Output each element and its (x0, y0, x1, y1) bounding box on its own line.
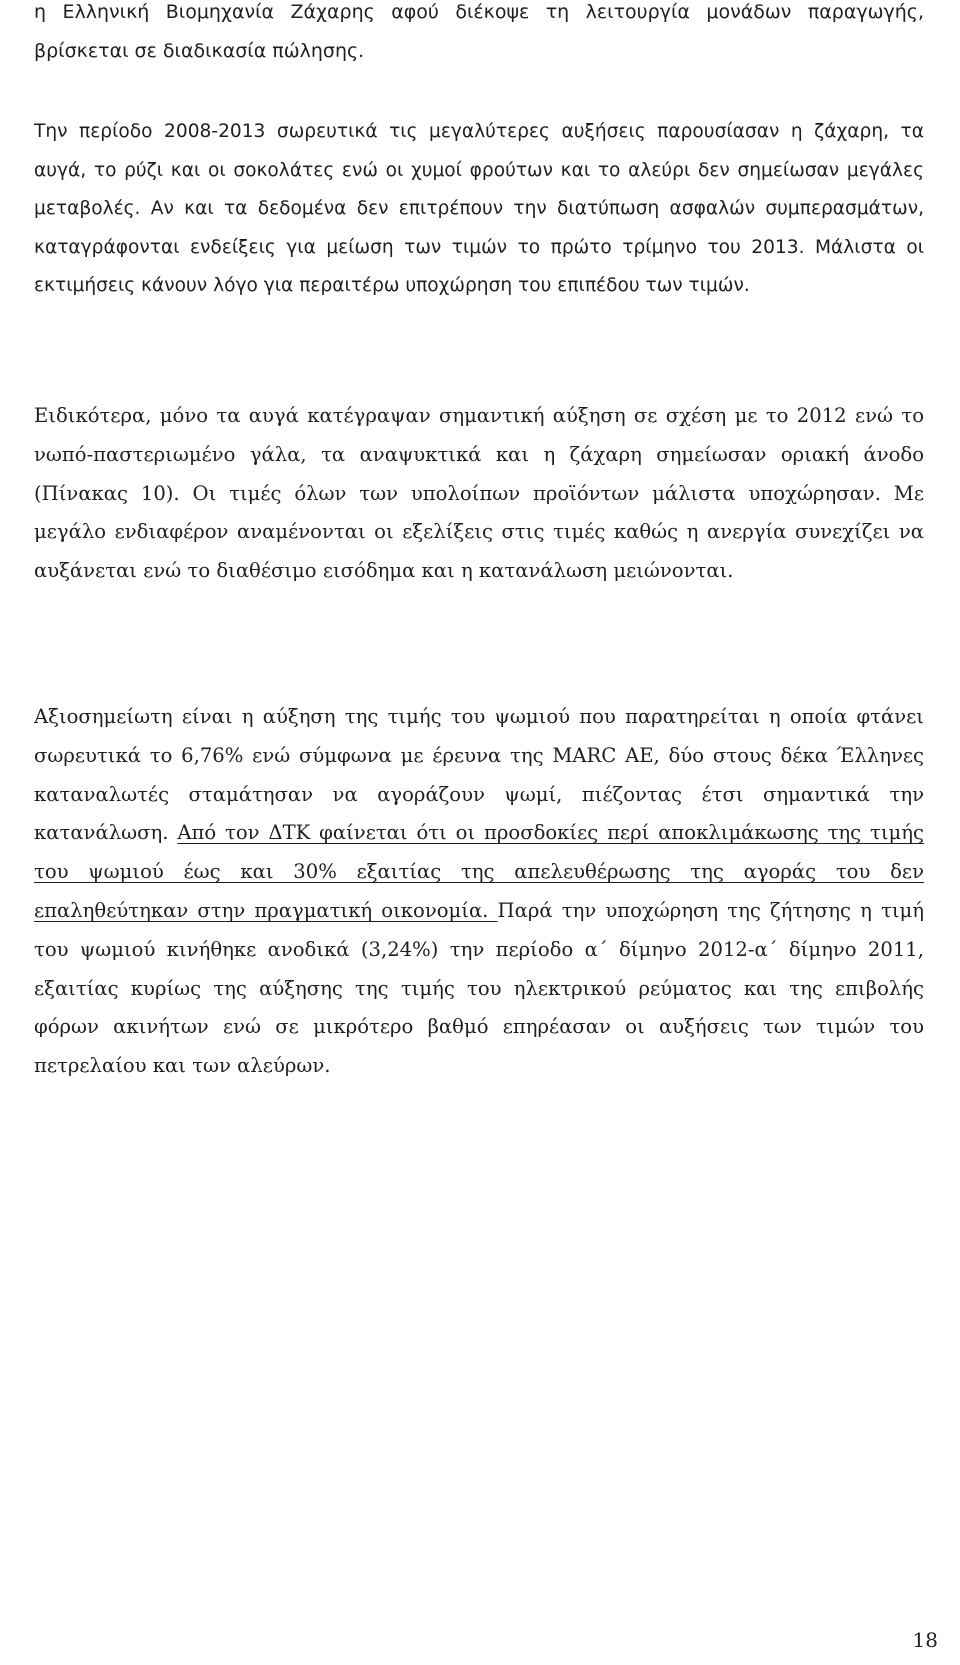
paragraph-price-changes-2008-2013: Την περίοδο 2008-2013 σωρευτικά τις μεγαλύτερες αυξήσεις παρουσίασαν η ζάχαρη, τα αυγά, το ρύζι και οι σοκολάτες ενώ οι χυμοί φρούτων και το αλεύρι δεν σημείωσαν μεγάλες μεταβολές. Αν και τα δεδομένα δεν επιτρέπουν την διατύπωση ασφαλών συμπερασμάτων, καταγράφονται ενδείξεις για μείωση των τιμών το πρώτο τρίμηνο του 2013. Μάλιστα οι εκτιμήσεις κάνουν λόγο για περαιτέρω υποχώρηση του επιπέδου των τιμών. (34, 121, 924, 297)
paragraph-bread-price (34, 698, 924, 1086)
underlined-dtk-statement: Από τον ΔΤΚ φαίνεται ότι οι προσδοκίες περί αποκλιμάκωσης της τιμής του ψωμιού έως και 30% εξαιτίας της απελευθέρωσης της αγοράς του δεν επαληθεύτηκαν στην πραγματική οικονομία. (34, 821, 924, 922)
page-number: 18 (912, 1628, 938, 1652)
paragraph-2012-comparison: Ειδικότερα, μόνο τα αυγά κατέγραψαν σημαντική αύξηση σε σχέση με το 2012 ενώ το νωπό-παστεριωμένο γάλα, τα αναψυκτικά και η ζάχαρη σημείωσαν οριακή άνοδο (Πίνακας 10). Οι τιμές όλων των υπολοίπων προϊόντων μάλιστα υποχώρησαν. Με μεγάλο ενδιαφέρον αναμένονται οι εξελίξεις στις τιμές καθώς η ανεργία συνεχίζει να αυξάνεται ενώ το διαθέσιμο εισόδημα και η κατανάλωση μειώνονται. (34, 404, 924, 583)
bread-text-after: Παρά την υποχώρηση της ζήτησης η τιμή του ψωμιού κινήθηκε ανοδικά (3,24%) την περίοδο α΄ δίμηνο 2012-α΄ δίμηνο 2011, εξαιτίας κυρίως της αύξησης της τιμής του ηλεκτρικού ρεύματος και της επιβολής φόρων ακινήτων ενώ σε μικρότερο βαθμό επηρέασαν οι αυξήσεις των τιμών του πετρελαίου και των αλεύρων. (34, 898, 924, 1078)
bread-text-before: Αξιοσημείωτη είναι η αύξηση της τιμής του ψωμιού που παρατηρείται η οποία φτάνει σωρευτικά το 6,76% ενώ σύμφωνα με έρευνα της MARC AE, δύο στους δέκα Έλληνες καταναλωτές σταμάτησαν να αγοράζουν ψωμί, πιέζοντας έτσι σημαντικά την κατανάλωση. (34, 705, 924, 845)
paragraph-sugar-industry-sale: η Ελληνική Βιομηχανία Ζάχαρης αφού διέκοψε τη λειτουργία μονάδων παραγωγής, βρίσκεται σε διαδικασία πώλησης. (34, 1, 924, 62)
